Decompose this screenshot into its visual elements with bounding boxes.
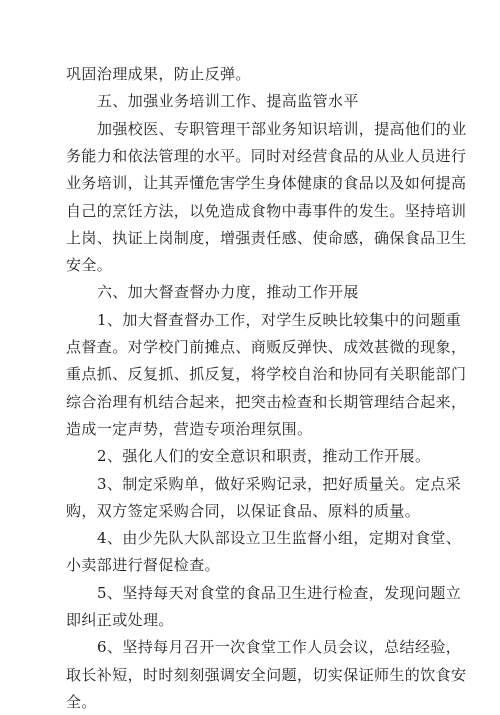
text-line: 3、制定采购单，做好采购记录，把好质量关。定点采 (97, 475, 462, 493)
text-line: 全。 (66, 693, 97, 711)
text-line: 5、坚持每天对食堂的食品卫生进行检查，发现问题立 (97, 584, 462, 602)
text-line: 上岗、执证上岗制度，增强责任感、使命感，确保食品卫生 (66, 229, 467, 247)
text-line: 业务培训，让其弄懂危害学生身体健康的食品以及如何提高 (66, 174, 467, 192)
text-line: 4、由少先队大队部设立卫生监督小组，定期对食堂、 (97, 529, 462, 547)
text-line: 1、加大督查督办工作，对学生反映比较集中的问题重 (97, 311, 462, 329)
text-line: 自己的烹饪方法，以免造成食物中毒事件的发生。坚持培训 (66, 202, 467, 220)
text-line: 6、坚持每月召开一次食堂工作人员会议，总结经验， (97, 638, 462, 656)
text-line: 综合治理有机结合起来，把突击检查和长期管理结合起来， (66, 393, 467, 411)
text-line: 巩固治理成果，防止反弹。 (66, 65, 251, 83)
section-heading: 五、加强业务培训工作、提高监管水平 (97, 92, 359, 110)
section-heading: 六、加大督查督办力度，推动工作开展 (97, 283, 359, 301)
text-line: 务能力和依法管理的水平。同时对经营食品的从业人员进行 (66, 147, 467, 165)
text-line: 加强校医、专职管理干部业务知识培训，提高他们的业 (97, 120, 467, 138)
text-line: 取长补短，时时刻刻强调安全问题，切实保证师生的饮食安 (66, 666, 467, 684)
text-line: 重点抓、反复抓、抓反复，将学校自治和协同有关职能部门 (66, 365, 467, 383)
text-line: 安全。 (66, 256, 113, 274)
text-line: 点督查。对学校门前摊点、商贩反弹快、成效甚微的现象， (66, 338, 467, 356)
text-line: 小卖部进行督促检查。 (66, 556, 221, 574)
text-line: 即纠正或处理。 (66, 611, 174, 629)
text-line: 2、强化人们的安全意识和职责，推动工作开展。 (97, 447, 431, 465)
text-line: 造成一定声势，营造专项治理氛围。 (66, 420, 313, 438)
text-line: 购，双方签定采购合同，以保证食品、原料的质量。 (66, 502, 421, 520)
